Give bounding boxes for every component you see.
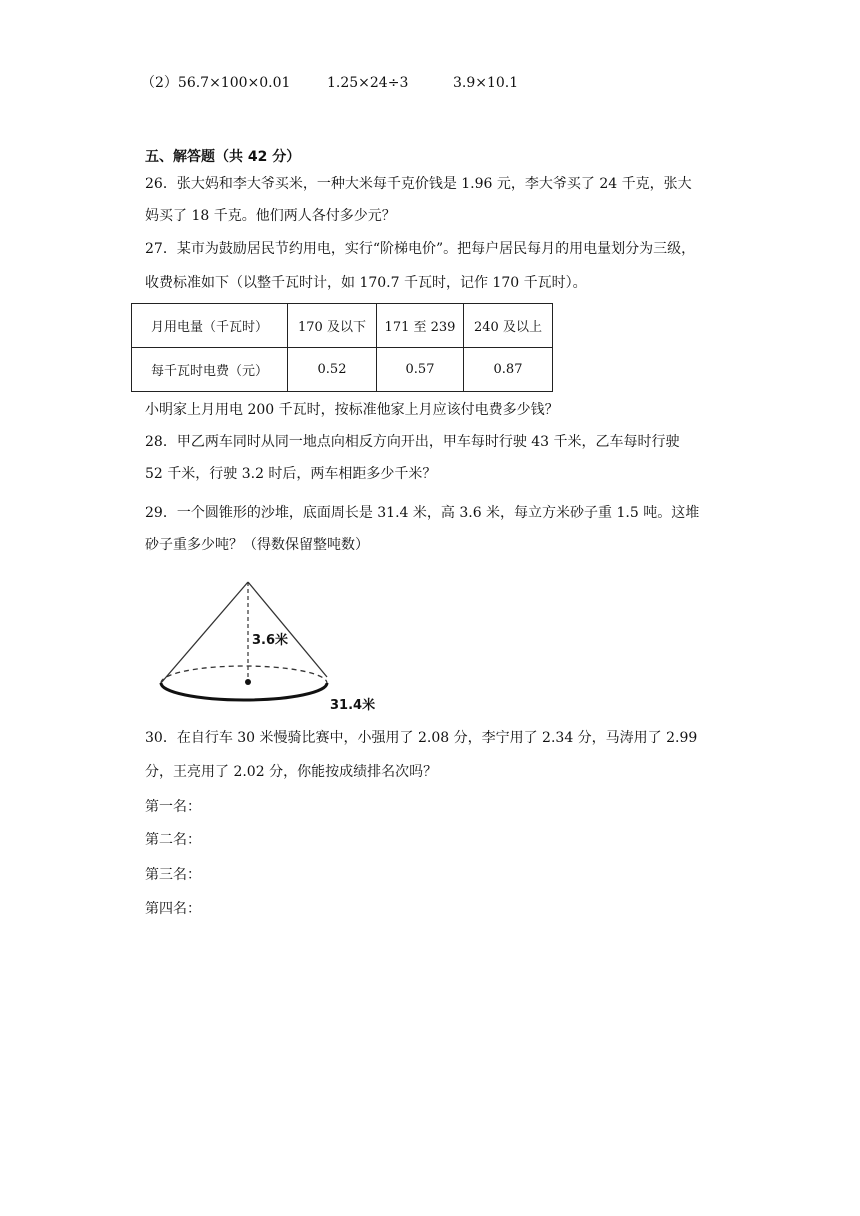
q29-line-2: 砂子重多少吨？（得数保留整吨数）: [145, 537, 369, 553]
q27-line-2: 收费标准如下（以整千瓦时计，如 170.7 千瓦时，记作 170 千瓦时）。: [145, 275, 587, 291]
table-header-cell: 240 及以上: [464, 304, 553, 348]
q27-line-1: 27．某市为鼓励居民节约用电，实行“阶梯电价”。把每户居民每月的用电量划分为三级，: [145, 241, 696, 257]
cone-right-side: [248, 582, 327, 677]
calc-item-1: （2）56.7×100×0.01: [141, 75, 291, 91]
table-row: [132, 304, 553, 348]
q29-line-1: 29．一个圆锥形的沙堆，底面周长是 31.4 米，高 3.6 米，每立方米砂子重 1.5 吨。这堆: [145, 505, 700, 521]
q26-line-1: 26．张大妈和李大爷买米，一种大米每千克价钱是 1.96 元，李大爷买了 24 千克，张大: [145, 176, 692, 192]
cone-circumference-label: 31.4米: [330, 698, 376, 713]
cone-base-back: [161, 666, 327, 683]
calc-row: [0, 73, 860, 93]
table-header-cell: 171 至 239: [377, 304, 464, 348]
table-cell: 0.57: [377, 348, 464, 392]
table-cell: 0.52: [288, 348, 377, 392]
q30-line-2: 分，王亮用了 2.02 分，你能按成绩排名次吗？: [145, 764, 438, 780]
calc-item-3: 3.9×10.1: [453, 75, 519, 91]
rank-second-label: 第二名：: [145, 832, 201, 848]
q26-line-2: 妈买了 18 千克。他们两人各付多少元？: [145, 208, 396, 224]
rank-fourth-label: 第四名：: [145, 901, 201, 917]
electricity-rate-table: [131, 303, 553, 392]
cone-center-point: [245, 679, 251, 685]
table-row: [132, 348, 553, 392]
q28-line-2: 52 千米，行驶 3.2 时后，两车相距多少千米？: [145, 466, 437, 482]
cone-base-front: [161, 683, 327, 700]
calc-item-2: 1.25×24÷3: [327, 75, 409, 91]
cone-figure: [150, 575, 380, 715]
q30-line-1: 30．在自行车 30 米慢骑比赛中，小强用了 2.08 分，李宁用了 2.34 分，马涛用了 2.99: [145, 730, 698, 746]
cone-height-label: 3.6米: [252, 633, 289, 648]
table-cell: 每千瓦时电费（元）: [132, 348, 288, 392]
rank-first-label: 第一名：: [145, 799, 201, 815]
section-title: 五、解答题（共 42 分）: [145, 149, 301, 165]
table-header-cell: 月用电量（千瓦时）: [132, 304, 288, 348]
table-cell: 0.87: [464, 348, 553, 392]
q28-line-1: 28．甲乙两车同时从同一地点向相反方向开出，甲车每时行驶 43 千米，乙车每时行驶: [145, 434, 680, 450]
rank-third-label: 第三名：: [145, 867, 201, 883]
q27-question: 小明家上月用电 200 千瓦时，按标准他家上月应该付电费多少钱？: [145, 402, 559, 418]
table-header-cell: 170 及以下: [288, 304, 377, 348]
